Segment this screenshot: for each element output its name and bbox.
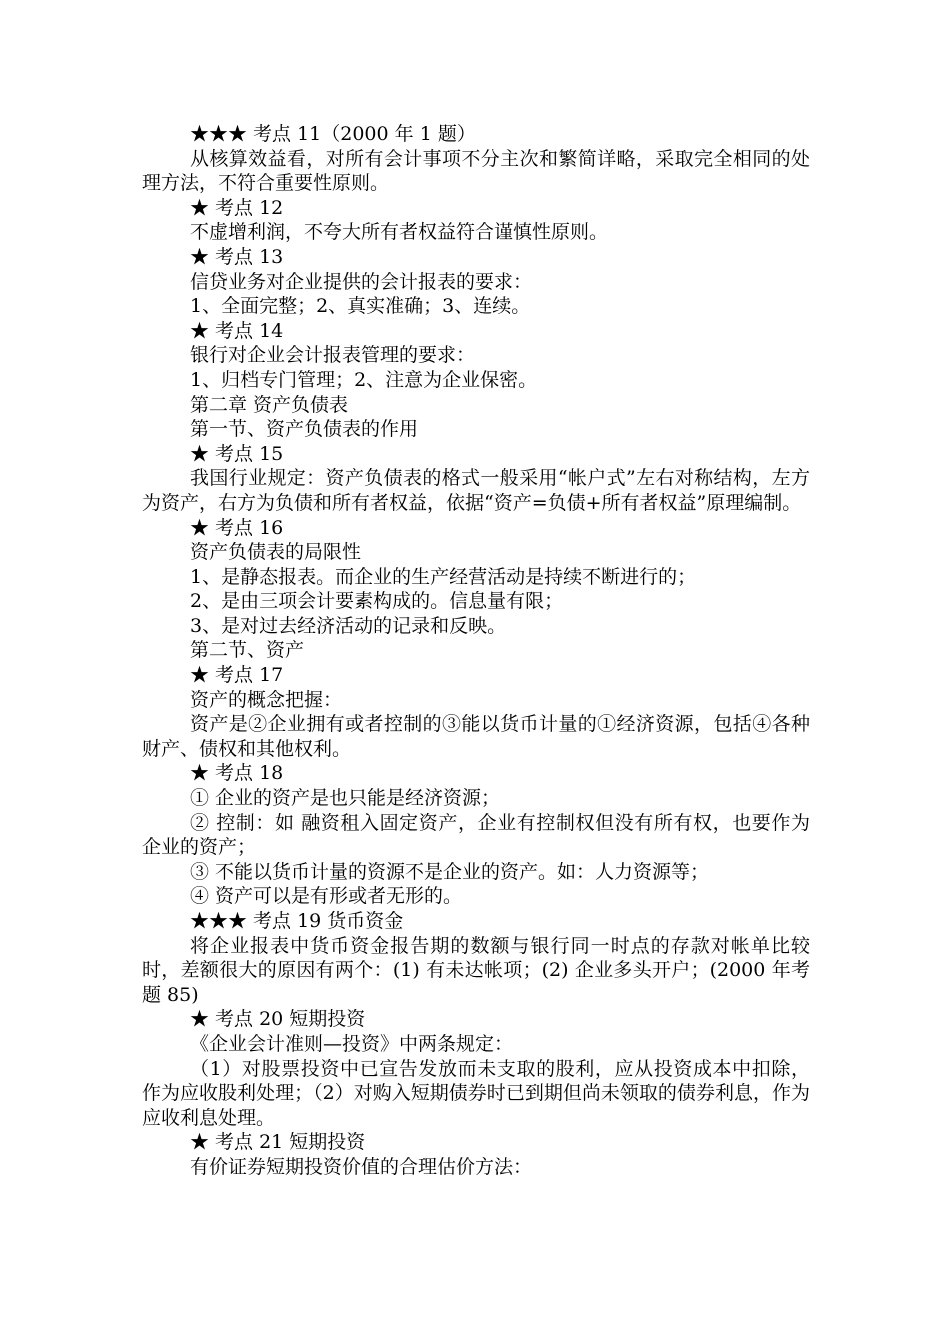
kaodian-18-heading: ★ 考点 18 [190,762,284,785]
kaodian-19-heading: ★★★ 考点 19 货币资金 [190,910,404,932]
kaodian-12-body: 不虚增利润，不夸大所有者权益符合谨慎性原则。 [190,221,609,244]
kaodian-16-item-3: 3、是对过去经济活动的记录和反映。 [190,614,507,637]
kaodian-18-item-1: ① 企业的资产是也只能是经济资源； [190,787,501,810]
kaodian-17-body: 资产的概念把握： [190,688,343,711]
chapter-2-title: 第二章 资产负债表 [190,393,349,416]
kaodian-17-definition: 资产是②企业拥有或者控制的③能以货币计量的①经济资源，包括④各种财产、债权和其他权利。 [142,713,810,760]
kaodian-21-body: 有价证券短期投资价值的合理估价方法： [190,1155,533,1178]
section-2-title: 第二节、资产 [190,639,305,662]
kaodian-14-heading: ★ 考点 14 [190,319,284,342]
kaodian-13-heading: ★ 考点 13 [190,245,284,268]
kaodian-18-item-3: ③ 不能以货币计量的资源不是企业的资产。如：人力资源等； [190,860,710,883]
kaodian-14-list: 1、归档专门管理；2、注意为企业保密。 [190,368,538,391]
kaodian-21-heading: ★ 考点 21 短期投资 [190,1131,366,1154]
kaodian-13-list: 1、全面完整；2、真实准确；3、连续。 [190,295,531,318]
kaodian-18-item-2: ② 控制：如 融资租入固定资产，企业有控制权但没有所有权，也要作为企业的资产； [142,811,810,859]
section-1-title: 第一节、资产负债表的作用 [190,418,419,441]
kaodian-15-body: 我国行业规定：资产负债表的格式一般采用“帐户式”左右对称结构，左方为资产，右方为负债和所有者权益，依据“资产=负债+所有者权益”原理编制。 [142,467,810,514]
kaodian-16-heading: ★ 考点 16 [190,516,284,539]
kaodian-16-body: 资产负债表的局限性 [190,541,362,564]
kaodian-15-heading: ★ 考点 15 [190,442,284,465]
kaodian-14-body: 银行对企业会计报表管理的要求： [190,344,476,367]
kaodian-16-item-2: 2、是由三项会计要素构成的。信息量有限； [190,590,564,613]
kaodian-18-item-4: ④ 资产可以是有形或者无形的。 [190,885,463,908]
kaodian-13-body: 信贷业务对企业提供的会计报表的要求： [190,270,533,293]
kaodian-11-heading: ★★★ 考点 11（2000 年 1 题） [190,123,476,145]
kaodian-20-rules: （1）对股票投资中已宣告发放而未支取的股利，应从投资成本中扣除，作为应收股利处理；（2）对购入短期债券时已到期但尚未领取的债券利息，作为应收利息处理。 [142,1057,810,1129]
kaodian-11-body: 从核算效益看，对所有会计事项不分主次和繁简详略，采取完全相同的处理方法，不符合重要性原则。 [142,147,810,195]
kaodian-19-body: 将企业报表中货币资金报告期的数额与银行同一时点的存款对帐单比较时，差额很大的原因有两个：(1) 有未达帐项；(2) 企业多头开户；(2000 年考题 85) [142,934,810,1006]
kaodian-17-heading: ★ 考点 17 [190,664,284,687]
kaodian-20-heading: ★ 考点 20 短期投资 [190,1008,366,1031]
kaodian-12-heading: ★ 考点 12 [190,196,284,219]
kaodian-20-body: 《企业会计准则—投资》中两条规定： [190,1032,514,1055]
document-page [142,122,810,1180]
kaodian-16-item-1: 1、是静态报表。而企业的生产经营活动是持续不断进行的； [190,565,697,588]
